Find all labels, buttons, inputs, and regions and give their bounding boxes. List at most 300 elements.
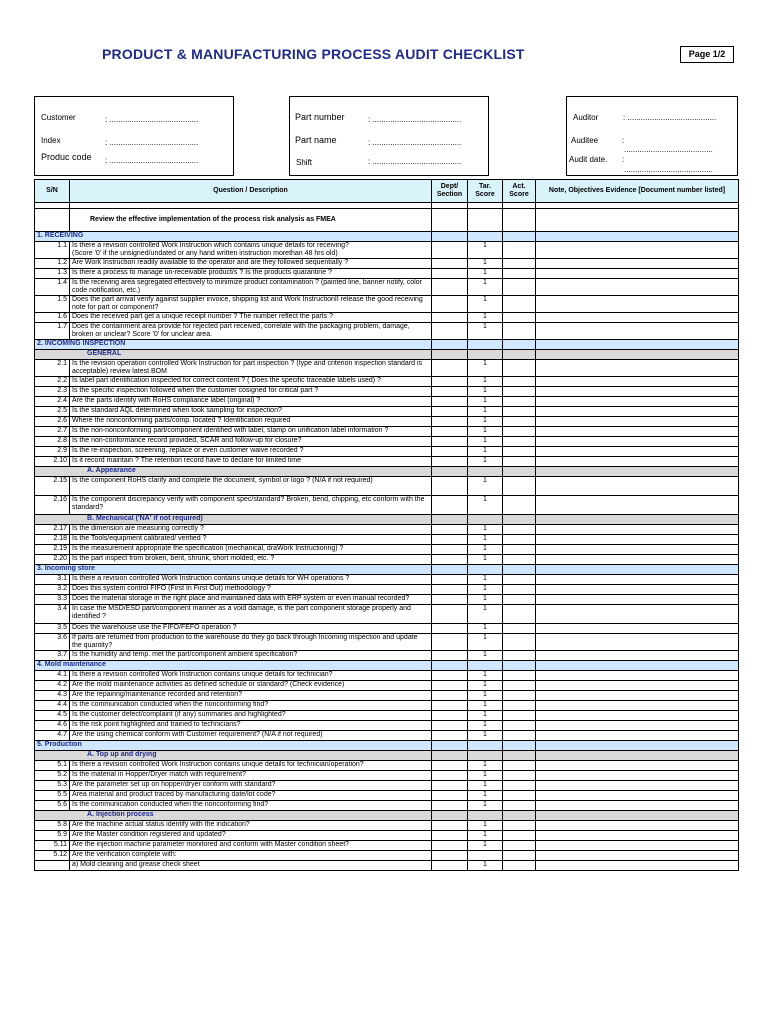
row-sn: 3.4 xyxy=(35,605,70,624)
row-target-score: 1 xyxy=(468,624,503,634)
section-label: 2. INCOMING INSPECTION xyxy=(35,340,432,350)
row-target-score: 1 xyxy=(468,681,503,691)
row-actual-score xyxy=(503,791,536,801)
row-question: Is there a revision controlled Work Instruction contains unique details for WH operations ? xyxy=(70,575,432,585)
row-dept xyxy=(432,279,468,296)
row-sn: 5.8 xyxy=(35,821,70,831)
row-target-score: 1 xyxy=(468,701,503,711)
row-question: Is the part inspect from broken, bent, shrunk, short molded, etc. ? xyxy=(70,555,432,565)
row-note xyxy=(536,360,739,377)
header-box-auditor xyxy=(566,96,738,176)
empty-cell xyxy=(503,515,536,525)
table-row xyxy=(35,831,739,841)
row-note xyxy=(536,624,739,634)
table-row xyxy=(35,605,739,624)
row-dept xyxy=(432,634,468,651)
row-actual-score xyxy=(503,721,536,731)
row-target-score: 1 xyxy=(468,447,503,457)
table-row xyxy=(35,323,739,340)
row-sn: 2.18 xyxy=(35,535,70,545)
row-question: Does the containment area provide for rejected part received, correlate with the packaging problem, damage, broken or unclear? Score '0' for unclear area. xyxy=(70,323,432,340)
checklist-table xyxy=(34,179,739,871)
empty-cell xyxy=(536,350,739,360)
empty-cell xyxy=(536,515,739,525)
row-sn: 4.3 xyxy=(35,691,70,701)
row-question: Are the repairing/maintenance recorded and retention? xyxy=(70,691,432,701)
empty-cell xyxy=(503,751,536,761)
row-dept xyxy=(432,851,468,861)
row-dept xyxy=(432,651,468,661)
row-target-score: 1 xyxy=(468,457,503,467)
row-note xyxy=(536,861,739,871)
row-dept xyxy=(432,781,468,791)
row-target-score: 1 xyxy=(468,279,503,296)
row-actual-score xyxy=(503,801,536,811)
row-note xyxy=(536,387,739,397)
row-sn: 4.6 xyxy=(35,721,70,731)
row-sn: 1.7 xyxy=(35,323,70,340)
row-sn: 2.8 xyxy=(35,437,70,447)
row-question: Is the customer defect/complaint (if any) summaries and highlighted? xyxy=(70,711,432,721)
row-note xyxy=(536,407,739,417)
row-actual-score xyxy=(503,595,536,605)
row-question: Are the Master condition registered and updated? xyxy=(70,831,432,841)
empty-cell xyxy=(503,467,536,477)
col-tar: Tar. Score xyxy=(468,180,503,203)
row-dept xyxy=(432,605,468,624)
empty-cell xyxy=(503,811,536,821)
row-dept xyxy=(432,496,468,515)
empty-cell xyxy=(503,565,536,575)
table-row xyxy=(35,525,739,535)
row-note xyxy=(536,437,739,447)
row-actual-score xyxy=(503,761,536,771)
row-sn: 4.1 xyxy=(35,671,70,681)
row-dept xyxy=(432,477,468,496)
row-sn: 2.1 xyxy=(35,360,70,377)
col-sn: S/N xyxy=(35,180,70,203)
empty-cell xyxy=(536,741,739,751)
empty-cell xyxy=(432,565,468,575)
empty-cell xyxy=(536,340,739,350)
row-note xyxy=(536,691,739,701)
subsection-label: B. Mechanical ('NA' if not required) xyxy=(35,515,432,525)
table-row xyxy=(35,701,739,711)
row-note xyxy=(536,377,739,387)
audit-date-value: ........................................ xyxy=(624,165,713,174)
row-target-score: 1 xyxy=(468,761,503,771)
empty-cell xyxy=(468,811,503,821)
row-sn: 2.2 xyxy=(35,377,70,387)
row-dept xyxy=(432,457,468,467)
row-question: Does the material storage in the right place and maintained data with ERP system or even manual recorded? xyxy=(70,595,432,605)
row-dept xyxy=(432,545,468,555)
empty-cell xyxy=(536,811,739,821)
row-sn: 2.3 xyxy=(35,387,70,397)
row-sn: 5.12 xyxy=(35,851,70,861)
row-sn: 1.1 xyxy=(35,242,70,259)
row-note xyxy=(536,279,739,296)
row-target-score: 1 xyxy=(468,360,503,377)
row-actual-score xyxy=(503,447,536,457)
table-row xyxy=(35,575,739,585)
row-target-score: 1 xyxy=(468,496,503,515)
subsection-label: A. Injection process xyxy=(35,811,432,821)
customer-value: : ........................................ xyxy=(105,115,199,124)
row-dept xyxy=(432,691,468,701)
row-sn: 1.5 xyxy=(35,296,70,313)
row-target-score: 1 xyxy=(468,259,503,269)
row-actual-score xyxy=(503,711,536,721)
row-target-score: 1 xyxy=(468,831,503,841)
table-row xyxy=(35,555,739,565)
row-actual-score xyxy=(503,651,536,661)
row-question: Is label part identification inspected for correct content ? ( Does the specific traceable labels used) ? xyxy=(70,377,432,387)
table-row xyxy=(35,761,739,771)
table-row xyxy=(35,313,739,323)
row-actual-score xyxy=(503,477,536,496)
row-dept xyxy=(432,585,468,595)
fmea-row xyxy=(35,209,739,232)
row-note xyxy=(536,731,739,741)
row-target-score: 1 xyxy=(468,781,503,791)
row-actual-score xyxy=(503,437,536,447)
empty-cell xyxy=(536,565,739,575)
empty-cell xyxy=(536,661,739,671)
section-row xyxy=(35,565,739,575)
row-actual-score xyxy=(503,417,536,427)
part-name-value: : ........................................ xyxy=(368,138,462,147)
fmea-text: Review the effective implementation of the process risk analysis as FMEA xyxy=(70,209,432,232)
row-actual-score xyxy=(503,821,536,831)
row-question: Is the communication conducted when the nonconforming find? xyxy=(70,701,432,711)
row-target-score: 1 xyxy=(468,417,503,427)
row-note xyxy=(536,269,739,279)
table-row xyxy=(35,651,739,661)
part-number-value: : ........................................ xyxy=(368,115,462,124)
row-target-score: 1 xyxy=(468,407,503,417)
shift-label: Shift xyxy=(296,158,313,167)
row-note xyxy=(536,671,739,681)
row-dept xyxy=(432,841,468,851)
row-question: In case the MSD/ESD part/component manner as a void damage, is the part component storage properly and identified ? xyxy=(70,605,432,624)
table-row xyxy=(35,360,739,377)
row-question: Does this system control FIFO (First In First Out) methodology ? xyxy=(70,585,432,595)
row-sn: 5.9 xyxy=(35,831,70,841)
row-actual-score xyxy=(503,841,536,851)
row-target-score: 1 xyxy=(468,711,503,721)
row-sn: 2.19 xyxy=(35,545,70,555)
row-target-score: 1 xyxy=(468,437,503,447)
empty-cell xyxy=(468,350,503,360)
row-sn: 4.4 xyxy=(35,701,70,711)
row-note xyxy=(536,575,739,585)
row-question: Does the received part get a unique receipt number ? The number reflect the parts ? xyxy=(70,313,432,323)
table-row xyxy=(35,595,739,605)
row-question: a) Mold cleaning and grease check sheet xyxy=(70,861,432,871)
part-name-label: Part name xyxy=(295,135,337,145)
row-question: Is the material in Hopper/Dryer match with requirement? xyxy=(70,771,432,781)
row-target-score: 1 xyxy=(468,477,503,496)
row-note xyxy=(536,323,739,340)
row-target-score: 1 xyxy=(468,242,503,259)
row-actual-score xyxy=(503,861,536,871)
row-dept xyxy=(432,721,468,731)
table-row xyxy=(35,397,739,407)
row-sn: 1.6 xyxy=(35,313,70,323)
table-row xyxy=(35,671,739,681)
col-question: Question / Description xyxy=(70,180,432,203)
section-label: 1. RECEIVING xyxy=(35,232,432,242)
table-row xyxy=(35,861,739,871)
row-note xyxy=(536,791,739,801)
row-note xyxy=(536,417,739,427)
table-row xyxy=(35,407,739,417)
table-row xyxy=(35,585,739,595)
row-note xyxy=(536,427,739,437)
subsection-row xyxy=(35,515,739,525)
row-target-score: 1 xyxy=(468,651,503,661)
row-actual-score xyxy=(503,605,536,624)
row-target-score: 1 xyxy=(468,691,503,701)
empty-cell xyxy=(468,661,503,671)
row-sn: 1.3 xyxy=(35,269,70,279)
row-question: Is the risk point highlighted and trained to technicians? xyxy=(70,721,432,731)
row-question: Where the nonconforming parts/comp. located ? Identification required xyxy=(70,417,432,427)
row-sn: 4.2 xyxy=(35,681,70,691)
auditee-value: ........................................ xyxy=(624,145,713,154)
table-row xyxy=(35,296,739,313)
row-actual-score xyxy=(503,851,536,861)
empty-cell xyxy=(503,661,536,671)
row-actual-score xyxy=(503,377,536,387)
row-sn: 5.2 xyxy=(35,771,70,781)
row-sn: 4.5 xyxy=(35,711,70,721)
row-actual-score xyxy=(503,634,536,651)
row-dept xyxy=(432,701,468,711)
row-note xyxy=(536,397,739,407)
row-actual-score xyxy=(503,585,536,595)
row-target-score: 1 xyxy=(468,841,503,851)
row-question: Are Work Instruction readily available to the operator and are they followed sequentially ? xyxy=(70,259,432,269)
empty-cell xyxy=(468,751,503,761)
table-row xyxy=(35,711,739,721)
table-row xyxy=(35,417,739,427)
row-dept xyxy=(432,821,468,831)
row-note xyxy=(536,585,739,595)
row-dept xyxy=(432,427,468,437)
row-question: Is the non-nonconforming part/component identified with label, stamp on unification label information ? xyxy=(70,427,432,437)
table-row xyxy=(35,781,739,791)
row-actual-score xyxy=(503,313,536,323)
subsection-label: GENERAL xyxy=(35,350,432,360)
row-question: Is there a revision controlled Work Instruction contains unique details for technician/operation? xyxy=(70,761,432,771)
row-target-score: 1 xyxy=(468,771,503,781)
empty-cell xyxy=(432,232,468,242)
index-label: Index xyxy=(41,136,61,145)
row-target-score: 1 xyxy=(468,585,503,595)
table-row xyxy=(35,801,739,811)
table-row xyxy=(35,535,739,545)
empty-cell xyxy=(432,340,468,350)
table-row xyxy=(35,851,739,861)
row-sn: 5.1 xyxy=(35,761,70,771)
empty-cell xyxy=(432,661,468,671)
table-row xyxy=(35,821,739,831)
empty-cell xyxy=(468,340,503,350)
empty-cell xyxy=(503,350,536,360)
col-note: Note, Objectives Evidence [Document number listed] xyxy=(536,180,739,203)
row-dept xyxy=(432,259,468,269)
row-target-score: 1 xyxy=(468,397,503,407)
auditor-label: Auditor xyxy=(573,113,599,122)
row-actual-score xyxy=(503,771,536,781)
row-target-score: 1 xyxy=(468,861,503,871)
table-row xyxy=(35,242,739,259)
row-note xyxy=(536,821,739,831)
col-act: Act. Score xyxy=(503,180,536,203)
page-number-box: Page 1/2 xyxy=(680,46,734,63)
row-note xyxy=(536,535,739,545)
row-sn: 3.6 xyxy=(35,634,70,651)
row-note xyxy=(536,457,739,467)
row-sn: 2.10 xyxy=(35,457,70,467)
row-sn: 2.20 xyxy=(35,555,70,565)
row-target-score: 1 xyxy=(468,535,503,545)
row-sn: 2.5 xyxy=(35,407,70,417)
row-question: Are the mold maintenance activities as defined schedule or standard? (Check evidence) xyxy=(70,681,432,691)
row-target-score: 1 xyxy=(468,801,503,811)
row-dept xyxy=(432,296,468,313)
row-question: Is the standard AQL determined when took sampling for inspection? xyxy=(70,407,432,417)
row-target-score: 1 xyxy=(468,269,503,279)
row-actual-score xyxy=(503,545,536,555)
row-question: Is the re-inspection, screening, replace or even customer waive recorded ? xyxy=(70,447,432,457)
row-sn: 2.6 xyxy=(35,417,70,427)
empty-cell xyxy=(503,741,536,751)
section-row xyxy=(35,232,739,242)
row-sn xyxy=(35,861,70,871)
row-target-score: 1 xyxy=(468,323,503,340)
row-dept xyxy=(432,242,468,259)
row-question: Are the parts identify with RoHS compliance label (original) ? xyxy=(70,397,432,407)
row-note xyxy=(536,296,739,313)
subsection-label: A. Appearance xyxy=(35,467,432,477)
row-sn: 2.7 xyxy=(35,427,70,437)
row-actual-score xyxy=(503,831,536,841)
row-actual-score xyxy=(503,360,536,377)
empty-cell xyxy=(536,232,739,242)
row-question: Are the machine actual status identify with the indication? xyxy=(70,821,432,831)
section-label: 4. Mold maintenance xyxy=(35,661,432,671)
row-note xyxy=(536,605,739,624)
subsection-row xyxy=(35,350,739,360)
row-sn: 3.2 xyxy=(35,585,70,595)
row-actual-score xyxy=(503,731,536,741)
row-sn: 3.3 xyxy=(35,595,70,605)
header-box-customer xyxy=(34,96,234,176)
row-sn: 1.4 xyxy=(35,279,70,296)
row-dept xyxy=(432,831,468,841)
row-dept xyxy=(432,624,468,634)
row-target-score: 1 xyxy=(468,313,503,323)
empty-cell xyxy=(432,741,468,751)
section-row xyxy=(35,661,739,671)
row-dept xyxy=(432,771,468,781)
auditee-colon: : xyxy=(622,136,625,145)
row-question: Does the warehouse use the FIFO/FEFO operation ? xyxy=(70,624,432,634)
row-target-score: 1 xyxy=(468,634,503,651)
row-target-score: 1 xyxy=(468,377,503,387)
audit-date-label: Audit date. xyxy=(569,155,608,164)
section-row xyxy=(35,741,739,751)
audit-date-colon: : xyxy=(622,155,625,164)
row-target-score: 1 xyxy=(468,605,503,624)
produc-code-label: Produc code xyxy=(41,152,92,162)
row-question: Is the Tools/equipment calibrated/ verified ? xyxy=(70,535,432,545)
row-target-score: 1 xyxy=(468,387,503,397)
empty-cell xyxy=(468,741,503,751)
row-target-score xyxy=(468,851,503,861)
row-dept xyxy=(432,313,468,323)
row-question: Is the specific inspection followed when the customer cosigned for critical part ? xyxy=(70,387,432,397)
empty-cell xyxy=(432,467,468,477)
row-target-score: 1 xyxy=(468,575,503,585)
row-question: Area material and product traced by manufacturing date/lot code? xyxy=(70,791,432,801)
row-actual-score xyxy=(503,496,536,515)
customer-label: Customer xyxy=(41,113,76,122)
row-dept xyxy=(432,671,468,681)
row-note xyxy=(536,721,739,731)
row-dept xyxy=(432,681,468,691)
row-note xyxy=(536,831,739,841)
row-dept xyxy=(432,711,468,721)
empty-cell xyxy=(432,811,468,821)
row-actual-score xyxy=(503,624,536,634)
row-question: Is the measurement appropriate the specification (mechanical, draWork Instructionng) ? xyxy=(70,545,432,555)
row-note xyxy=(536,801,739,811)
row-target-score: 1 xyxy=(468,791,503,801)
row-dept xyxy=(432,861,468,871)
empty-cell xyxy=(468,467,503,477)
row-actual-score xyxy=(503,781,536,791)
row-question: Are the injection machine parameter monitored and conform with Master condition sheet? xyxy=(70,841,432,851)
row-dept xyxy=(432,731,468,741)
row-question: Is the receiving area segregated effectively to minimize product contamination ? (painted line, banner notify, color code notification, etc.) xyxy=(70,279,432,296)
row-question: If parts are returned from production to the warehouse do they go back through Incoming inspection and update the quantity? xyxy=(70,634,432,651)
row-dept xyxy=(432,555,468,565)
row-question: Are the using chemical conform with Customer requirement? (N/A if not required) xyxy=(70,731,432,741)
row-dept xyxy=(432,387,468,397)
row-target-score: 1 xyxy=(468,821,503,831)
row-actual-score xyxy=(503,691,536,701)
row-dept xyxy=(432,535,468,545)
empty-cell xyxy=(432,751,468,761)
table-row xyxy=(35,447,739,457)
table-row xyxy=(35,496,739,515)
row-question: Is the communication conducted when the nonconforming find? xyxy=(70,801,432,811)
table-row xyxy=(35,259,739,269)
row-dept xyxy=(432,360,468,377)
row-dept xyxy=(432,791,468,801)
row-actual-score xyxy=(503,457,536,467)
table-row xyxy=(35,771,739,781)
empty-cell xyxy=(468,515,503,525)
table-row xyxy=(35,437,739,447)
row-note xyxy=(536,851,739,861)
table-row xyxy=(35,377,739,387)
row-dept xyxy=(432,437,468,447)
